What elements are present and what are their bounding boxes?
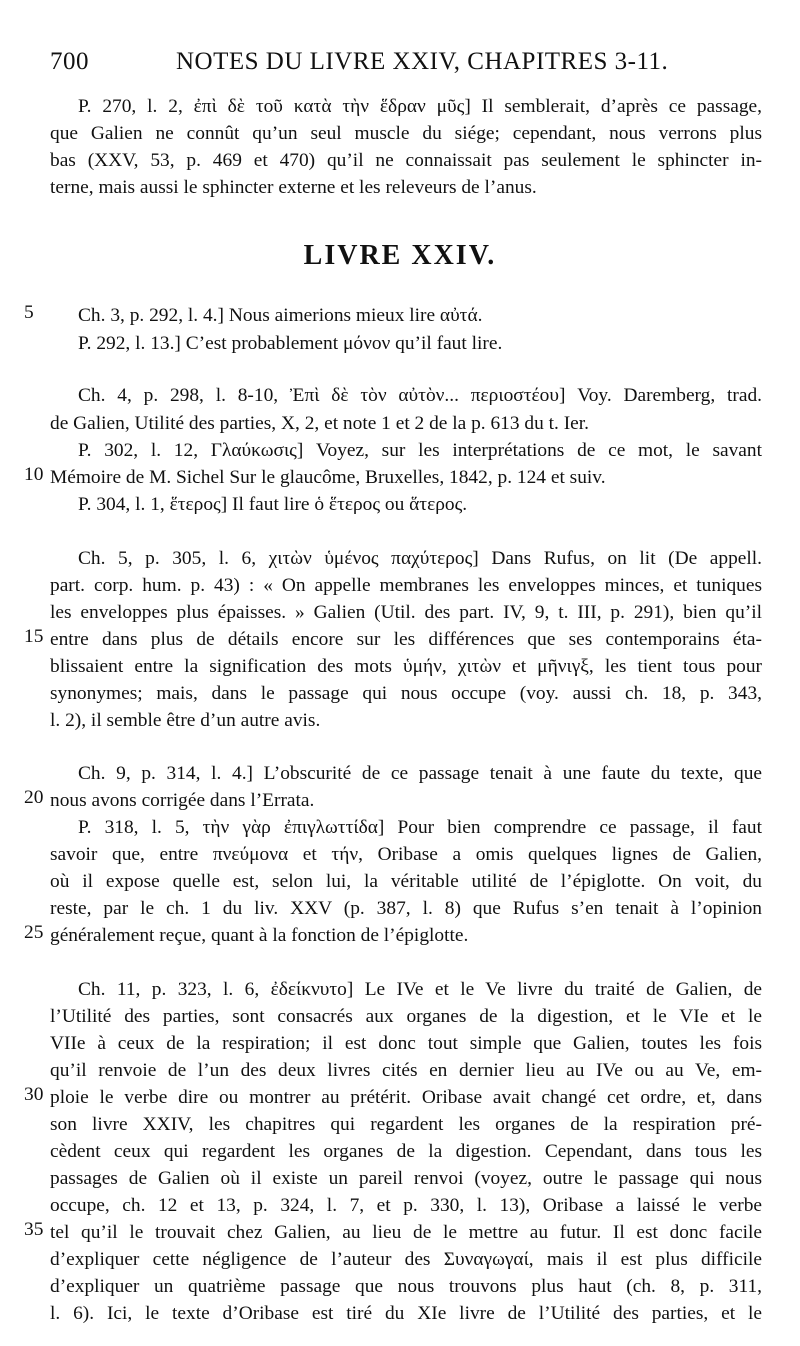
text-line: savoir que, entre πνεύμονα et τήν, Oribase a omis quelques lignes de Galien, — [50, 844, 762, 865]
text-line: P. 292, l. 13.] C’est probablement μόνον qu’il faut lire. — [78, 333, 503, 354]
text-line: son livre XXIV, les chapitres qui regardent les organes de la respiration pré- — [50, 1114, 762, 1135]
line-number: 15 — [24, 626, 44, 647]
text-line: d’expliquer un quatrième passage que nous trouvons plus haut (ch. 8, p. 311, — [50, 1276, 762, 1297]
line-number: 30 — [24, 1084, 44, 1105]
text-line: Ch. 3, p. 292, l. 4.] Nous aimerions mieux lire αὐτά. — [78, 305, 483, 326]
text-line: l’Utilité des parties, sont consacrés aux organes de la digestion, et le VIe et le — [50, 1006, 762, 1027]
line-number: 5 — [24, 302, 34, 323]
text-line: Ch. 4, p. 298, l. 8-10, Ἐπὶ δὲ τὸν αὐτὸν... περιοστέου] Voy. Daremberg, trad. — [78, 385, 762, 406]
section-title: LIVRE XXIV. — [303, 240, 497, 271]
text-line: entre dans plus de détails encore sur les différences que ses contemporains éta- — [50, 629, 762, 650]
text-line: nous avons corrigée dans l’Errata. — [50, 790, 315, 811]
text-line: où il expose quelle est, selon lui, la véritable utilité de l’épiglotte. On voit, du — [50, 871, 762, 892]
text-line: part. corp. hum. p. 43) : « On appelle membranes les enveloppes minces, et tuniques — [50, 575, 762, 596]
text-line: P. 302, l. 12, Γλαύκωσις] Voyez, sur les interprétations de ce mot, le savant — [78, 440, 762, 461]
text-line: P. 304, l. 1, ἕτερος] Il faut lire ὁ ἕτερος ou ἅτερος. — [78, 494, 468, 515]
text-line: Mémoire de M. Sichel Sur le glaucôme, Bruxelles, 1842, p. 124 et suiv. — [50, 467, 606, 488]
text-line: que Galien ne connût qu’un seul muscle du siége; cependant, nous verrons plus — [50, 123, 762, 144]
text-line: Ch. 11, p. 323, l. 6, ἐδείκνυτο] Le IVe et le Ve livre du traité de Galien, de — [78, 979, 762, 1000]
line-number: 25 — [24, 922, 44, 943]
text-line: l. 6). Ici, le texte d’Oribase est tiré du XIe livre de l’Utilité des parties, et le — [50, 1303, 762, 1324]
text-line: les enveloppes plus épaisses. » Galien (Util. des part. IV, 9, t. III, p. 291), bien qu’il — [50, 602, 762, 623]
text-line: d’expliquer cette négligence de l’auteur des Συναγωγαί, mais il est plus difficile — [50, 1249, 762, 1270]
line-number: 20 — [24, 787, 44, 808]
running-header — [50, 48, 750, 82]
text-line: occupe, ch. 12 et 13, p. 324, l. 7, et p. 330, l. 13), Oribase a laissé le verbe — [50, 1195, 762, 1216]
text-line: qu’il renvoie de l’un des deux livres cités en dernier lieu au IVe ou au Ve, em- — [50, 1060, 762, 1081]
line-number: 35 — [24, 1219, 44, 1240]
text-line: tel qu’il le trouvait chez Galien, au lieu de le mettre au futur. Il est donc facile — [50, 1222, 762, 1243]
running-title: NOTES DU LIVRE XXIV, CHAPITRES 3-11. — [176, 48, 669, 75]
text-line: blissaient entre la signification des mots ὑμήν, χιτὼν et μῆνιγξ, les tient tous pour — [50, 656, 762, 677]
text-line: l. 2), il semble être d’un autre avis. — [50, 710, 321, 731]
text-line: passages de Galien où il existe un pareil renvoi (voyez, outre le passage qui nous — [50, 1168, 762, 1189]
text-line: reste, par le ch. 1 du liv. XXV (p. 387, l. 8) que Rufus s’en tenait à l’opinion — [50, 898, 762, 919]
text-line: P. 270, l. 2, ἐπὶ δὲ τοῦ κατὰ τὴν ἕδραν μῦς] Il semblerait, d’après ce passage, — [78, 96, 762, 117]
text-line: synonymes; mais, dans le passage qui nous occupe (voy. aussi ch. 18, p. 343, — [50, 683, 762, 704]
text-line: P. 318, l. 5, τὴν γὰρ ἐπιγλωττίδα] Pour bien comprendre ce passage, il faut — [78, 817, 762, 838]
text-line: Ch. 9, p. 314, l. 4.] L’obscurité de ce passage tenait à une faute du texte, que — [78, 763, 762, 784]
text-line: bas (XXV, 53, p. 469 et 470) qu’il ne connaissait pas seulement le sphincter in- — [50, 150, 762, 171]
text-line: ploie le verbe dire ou montrer au prétérit. Oribase avait changé cet ordre, et, dans — [50, 1087, 762, 1108]
line-number: 10 — [24, 464, 44, 485]
text-line: de Galien, Utilité des parties, X, 2, et note 1 et 2 de la p. 613 du t. Ier. — [50, 413, 590, 434]
text-line: VIIe à ceux de la respiration; il est donc tout simple que Galien, toutes les fois — [50, 1033, 762, 1054]
text-line: généralement reçue, quant à la fonction de l’épiglotte. — [50, 925, 469, 946]
text-line: terne, mais aussi le sphincter externe et les releveurs de l’anus. — [50, 177, 537, 198]
text-line: cèdent ceux qui regardent les organes de la digestion. Cependant, dans tous les — [50, 1141, 762, 1162]
text-line: Ch. 5, p. 305, l. 6, χιτὼν ὑμένος παχύτερος] Dans Rufus, on lit (De appell. — [78, 548, 762, 569]
page-number: 700 — [50, 48, 89, 75]
